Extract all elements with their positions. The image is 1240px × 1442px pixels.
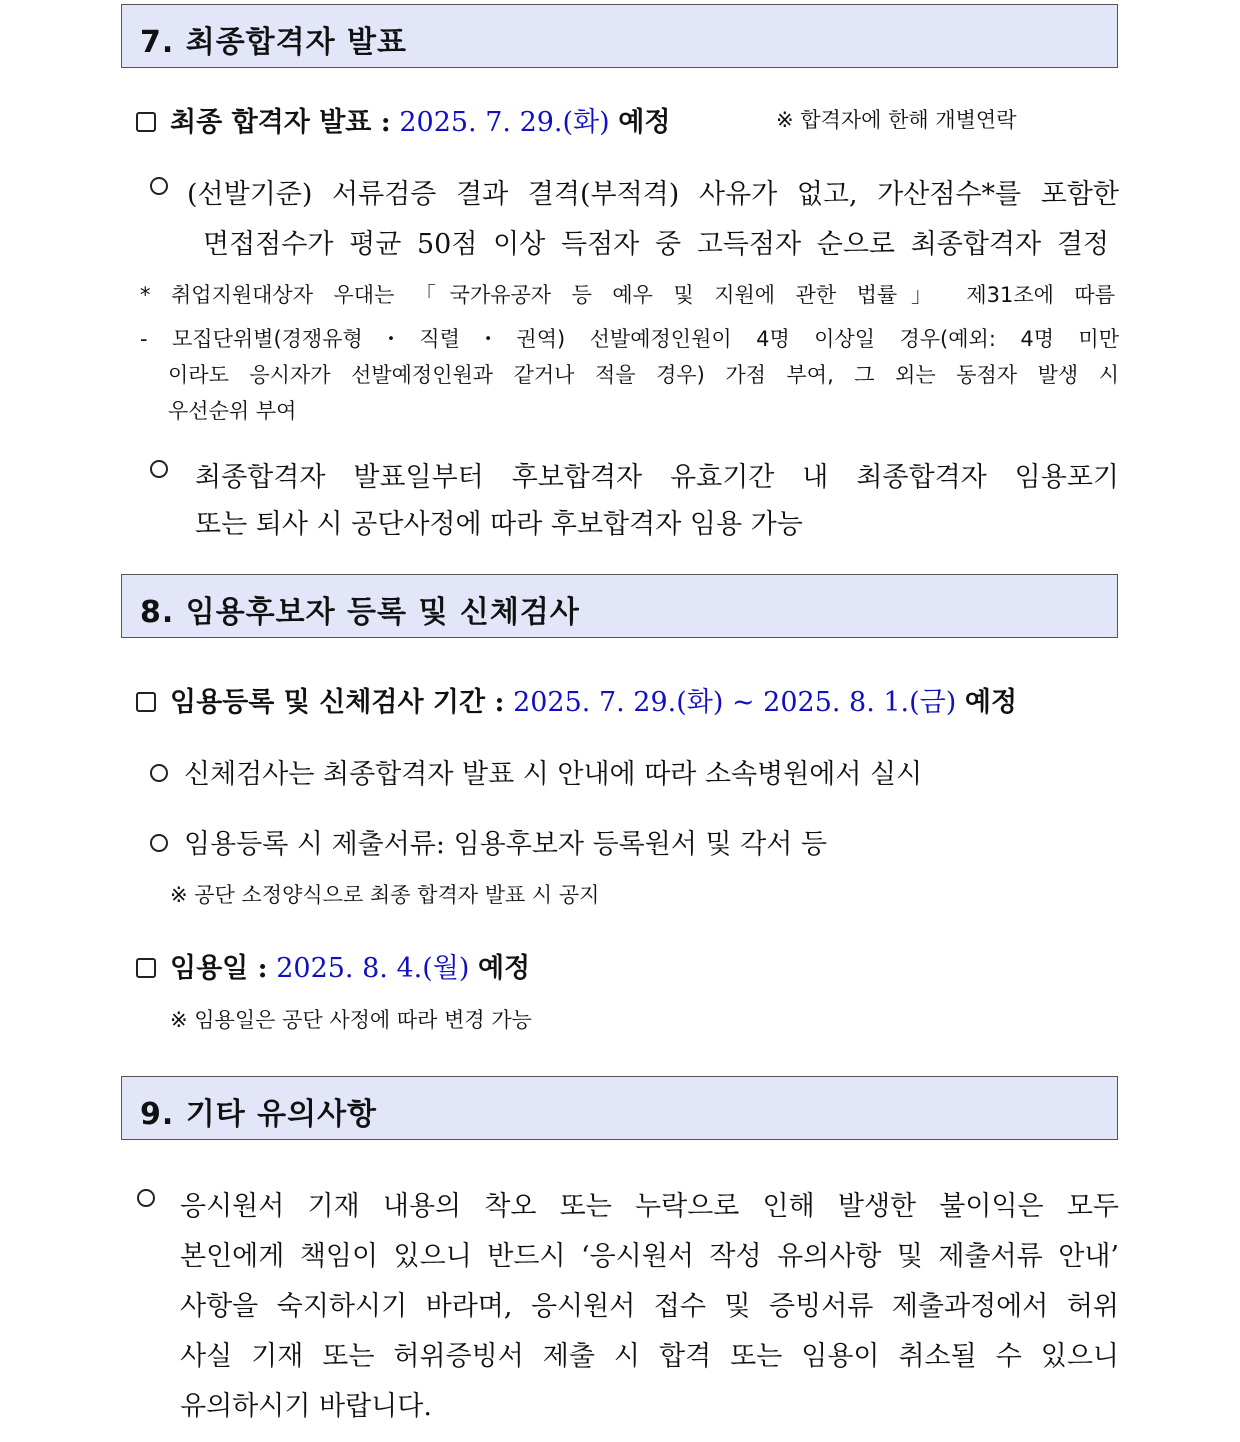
appoint-note: ※ 임용일은 공단 사정에 따라 변경 가능 [170,1008,532,1032]
criteria-line-1: (선발기준) 서류검증 결과 결격(부적격) 사유가 없고, 가산점수*를 포함한 [187,179,1119,210]
final-announce-label: 최종 합격자 발표 : [170,107,391,138]
final-announce-suffix: 예정 [618,107,671,138]
reserve-line-1: 최종합격자 발표일부터 후보합격자 유효기간 내 최종합격자 임용포기 [195,462,1119,493]
square-bullet-icon [136,112,156,132]
docs-line [150,822,827,861]
appoint-suffix: 예정 [477,953,531,984]
section-8-header [121,574,1118,638]
square-bullet-icon [136,692,156,712]
footnote-2-line-1: - 모집단위별(경쟁유형・직렬・권역) 선발예정인원이 4명 이상일 경우(예외: 4명 미만 [140,327,1119,351]
exam-line [150,752,922,791]
section-7-title: 7. 최종합격자 발표 [140,25,408,60]
final-announce-date: 2025. 7. 29.(화) [399,107,610,138]
reserve-line-2: 또는 퇴사 시 공단사정에 따라 후보합격자 임용 가능 [195,509,803,540]
section-9-title: 9. 기타 유의사항 [140,1097,378,1132]
notice-line-3: 사항을 숙지하시기 바라며, 응시원서 접수 및 증빙서류 제출과정에서 허위 [180,1291,1119,1322]
notice-line-5: 유의하시기 바랍니다. [180,1391,432,1422]
section-8-title: 8. 임용후보자 등록 및 신체검사 [140,595,580,630]
period-suffix: 예정 [964,687,1018,718]
criteria-line-2: 면접점수가 평균 50점 이상 득점자 중 고득점자 순으로 최종합격자 결정 [203,229,1109,260]
final-announce-note: ※ 합격자에 한해 개별연락 [776,108,1017,132]
period-label: 임용등록 및 신체검사 기간 : [170,687,505,718]
period-line [136,680,1017,719]
exam-line-text: 신체검사는 최종합격자 발표 시 안내에 따라 소속병원에서 실시 [184,759,923,790]
circle-bullet-icon [150,764,168,782]
section-7-header [121,4,1118,68]
period-dates: 2025. 7. 29.(화) ~ 2025. 8. 1.(금) [513,687,957,718]
final-announce-line [136,100,670,139]
square-bullet-icon [136,958,156,978]
footnote-1: * 취업지원대상자 우대는 「국가유공자 등 예우 및 지원에 관한 법률」 제31조에 따름 [140,283,1115,307]
notice-line-4: 사실 기재 또는 허위증빙서 제출 시 합격 또는 임용이 취소될 수 있으니 [180,1341,1119,1372]
docs-note: ※ 공단 소정양식으로 최종 합격자 발표 시 공지 [170,883,600,907]
docs-line-text: 임용등록 시 제출서류: 임용후보자 등록원서 및 각서 등 [184,829,827,860]
appoint-label: 임용일 : [170,953,268,984]
notice-line-2: 본인에게 책임이 있으니 반드시 ‘응시원서 작성 유의사항 및 제출서류 안내’ [180,1241,1119,1272]
circle-bullet-icon [150,455,184,486]
circle-bullet-icon [150,834,168,852]
notice-line-1: 응시원서 기재 내용의 착오 또는 누락으로 인해 발생한 불이익은 모두 [180,1191,1119,1222]
circle-bullet-icon [150,172,184,203]
circle-bullet-icon [137,1184,171,1215]
footnote-2-line-3: 우선순위 부여 [168,399,297,423]
appoint-date: 2025. 8. 4.(월) [276,953,470,984]
appoint-line [136,946,530,985]
section-9-header [121,1076,1118,1140]
footnote-2-line-2: 이라도 응시자가 선발예정인원과 같거나 적을 경우) 가점 부여, 그 외는 동점자 발생 시 [168,363,1119,387]
